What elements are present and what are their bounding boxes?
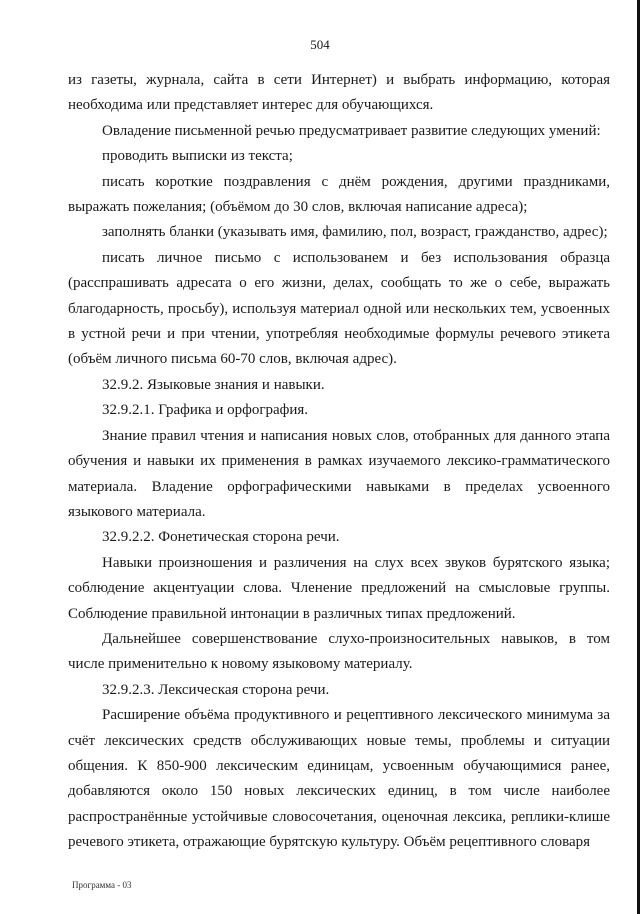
- paragraph: из газеты, журнала, сайта в сети Интернет) и выбрать информацию, которая необходима или представляет интерес для обучающихся.: [68, 72, 610, 114]
- paragraph: Навыки произношения и различения на слух всех звуков бурятского языка; соблюдение акцентуации слова. Членение предложений на смысловые группы. Соблюдение правильной интонации в различных типах предложений.: [68, 554, 610, 622]
- page-number: 504: [310, 37, 330, 52]
- paragraph: писать личное письмо с использованем и без использования образца (расспрашивать адресата о его жизни, делах, сообщать то же о себе, выражать благодарность, просьбу), используя материал одной или нескольких тем, усвоенных в устной речи и при чтении, употребляя необходимые формулы речевого этикета (объём личного письма 60-70 слов, включая адрес).: [68, 249, 610, 368]
- section-heading: 32.9.2.1. Графика и орфография.: [102, 402, 309, 419]
- section-heading: 32.9.2.3. Лексическая сторона речи.: [102, 681, 330, 698]
- footer-label: Программа - 03: [72, 880, 132, 890]
- paragraph: Знание правил чтения и написания новых слов, отобранных для данного этапа обучения и навыки их применения в рамках изучаемого лексико-грамматического материала. Владение орфографическими навыками в пределах усвоенного языкового материала.: [68, 427, 610, 520]
- section-heading: 32.9.2. Языковые знания и навыки.: [102, 376, 325, 393]
- paragraph: Дальнейшее совершенствование слухо-произносительных навыков, в том числе применительно к новому языковому материалу.: [68, 630, 610, 673]
- paragraph: писать короткие поздравления с днём рождения, другими праздниками, выражать пожелания; (объёмом до 30 слов, включая написание адреса);: [68, 173, 610, 216]
- paragraph: проводить выписки из текста;: [102, 148, 293, 165]
- document-body: [68, 68, 610, 856]
- paragraph: заполнять бланки (указывать имя, фамилию, пол, возраст, гражданство, адрес);: [102, 224, 608, 241]
- section-heading: 32.9.2.2. Фонетическая сторона речи.: [102, 529, 340, 546]
- paragraph: Расширение объёма продуктивного и рецептивного лексического минимума за счёт лексических средств обслуживающих новые темы, проблемы и ситуации общения. К 850-900 лексическим единицам, усвоенным обучающимися ранее, добавляются около 150 новых лексических единиц, в том числе наиболее распространённые устойчивые словосочетания, оценочная лексика, реплики-клише речевого этикета, отражающие бурятскую культуру. Объём рецептивного словаря: [68, 707, 610, 851]
- paragraph: Овладение письменной речью предусматривает развитие следующих умений:: [102, 122, 601, 139]
